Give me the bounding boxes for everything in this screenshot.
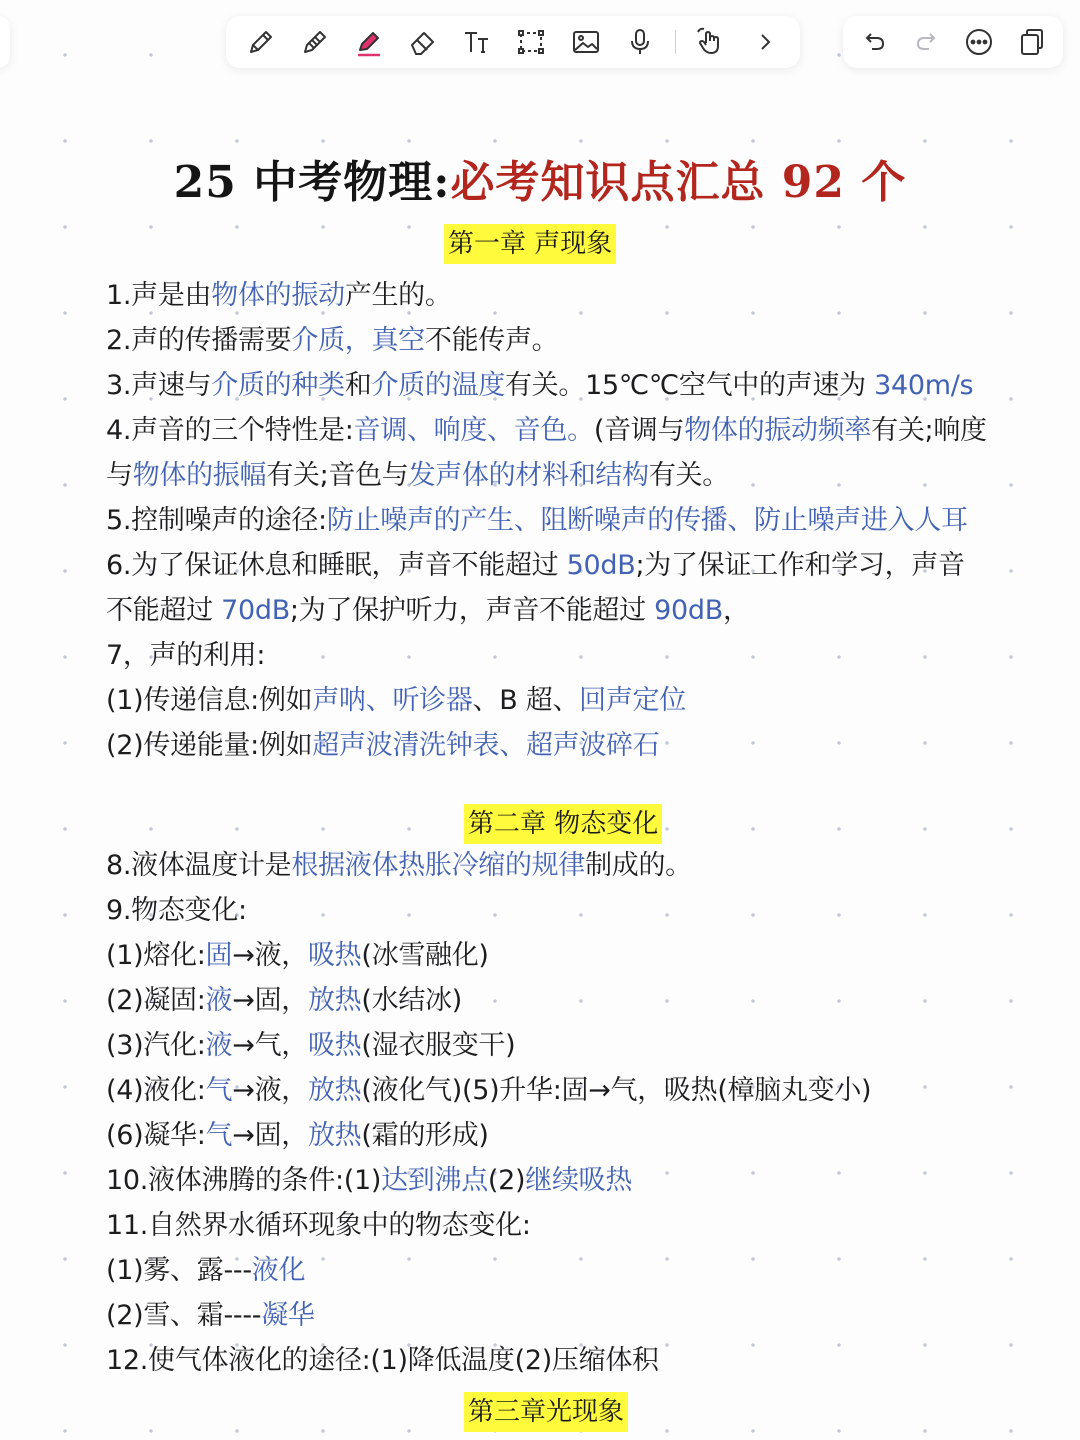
pen-icon[interactable]: [242, 23, 280, 61]
note-text: 、B 超、: [472, 685, 580, 716]
highlighted-text: 达到沸点: [381, 1165, 488, 1196]
chapter-heading-1: 第一章 声现象: [444, 224, 616, 264]
note-line: [106, 1026, 515, 1066]
note-text: ;为了保证工作和学习，声音: [635, 550, 965, 581]
note-text: 有关;音色与: [266, 460, 409, 491]
note-text: (3)汽化:: [106, 1030, 206, 1061]
note-text: ;为了保护听力，声音不能超过: [289, 595, 655, 626]
eraser-icon[interactable]: [404, 23, 442, 61]
note-text: →液，: [232, 940, 308, 971]
note-text: (2): [487, 1165, 526, 1196]
note-text: 有关。: [648, 460, 729, 491]
chapter-heading-2: 第二章 物态变化: [464, 804, 662, 844]
note-line: [106, 276, 452, 316]
note-line: [106, 1116, 489, 1156]
note-text: (2)凝固:: [106, 985, 206, 1016]
note-line: [106, 1341, 659, 1381]
chapter-heading-3: 第三章光现象: [464, 1392, 628, 1432]
highlighted-text: 吸热: [307, 940, 362, 971]
note-text: 不能传声。: [424, 325, 559, 356]
note-text: 制成的。: [585, 850, 692, 881]
note-text: (冰雪融化): [361, 940, 489, 971]
note-text: (1)雾、露---: [106, 1255, 252, 1286]
highlighted-text: 340m/s: [874, 370, 974, 401]
note-text: (湿衣服变干): [361, 1030, 516, 1061]
note-line: [106, 546, 965, 586]
pencil-icon[interactable]: [296, 23, 334, 61]
highlighted-text: 液化: [251, 1255, 306, 1286]
highlighted-text: 放热: [307, 1120, 362, 1151]
highlighted-text: 介质的种类: [211, 370, 345, 401]
note-text: 不能超过: [106, 595, 222, 626]
note-text: 和: [344, 370, 372, 401]
page-title: [0, 146, 1080, 210]
note-text: 5.控制噪声的途径:: [106, 505, 327, 536]
highlighted-text: 70dB: [221, 595, 290, 626]
note-text: (液化气)(5)升华:固→气，吸热(樟脑丸变小): [361, 1075, 872, 1106]
note-line: [106, 1296, 315, 1336]
note-line: [106, 981, 462, 1021]
highlighted-text: 介质的温度: [371, 370, 505, 401]
note-line: [106, 846, 692, 886]
highlighted-text: 凝华: [261, 1300, 315, 1331]
note-text: 有关。15℃℃空气中的声速为: [504, 370, 875, 401]
note-text: (2)传递能量:例如: [106, 730, 313, 761]
note-text: 10.液体沸腾的条件:(1): [106, 1165, 382, 1196]
note-line: [106, 681, 686, 721]
note-text: 1.声是由: [106, 280, 212, 311]
highlighted-text: 根据液体热胀冷缩的规律: [291, 850, 586, 881]
highlighted-text: 固: [205, 940, 233, 971]
note-line: [106, 1251, 305, 1291]
note-line: [106, 726, 659, 766]
note-text: 6.为了保证休息和睡眠，声音不能超过: [106, 550, 567, 581]
note-line: [106, 456, 729, 496]
hand-touch-icon[interactable]: [692, 23, 730, 61]
note-line: [106, 1161, 632, 1201]
highlighted-text: 吸热: [307, 1030, 362, 1061]
highlighted-text: 声呐、听诊器: [312, 685, 473, 716]
note-line: [106, 366, 973, 406]
title-highlight: 必考知识点汇总 92 个: [450, 157, 907, 208]
highlighted-text: 防止噪声的产生、阻断噪声的传播、防止噪声进入人耳: [326, 505, 968, 536]
chevron-right-icon[interactable]: [746, 23, 784, 61]
highlighted-text: 物体的振动频率: [684, 415, 872, 446]
note-text: →气，: [232, 1030, 308, 1061]
image-icon[interactable]: [567, 23, 605, 61]
microphone-icon[interactable]: [621, 23, 659, 61]
note-text: 9.物态变化:: [106, 895, 247, 926]
highlighted-text: 液: [205, 1030, 233, 1061]
note-line: [106, 891, 247, 931]
highlighted-text: 物体的振幅: [132, 460, 267, 491]
note-line: [106, 1206, 531, 1246]
drawing-toolbar: [226, 16, 800, 68]
note-text: →固，: [232, 985, 308, 1016]
note-text: 3.声速与: [106, 370, 212, 401]
highlighted-text: 回声定位: [579, 685, 686, 716]
note-text: 11.自然界水循环现象中的物态变化:: [106, 1210, 531, 1241]
highlighted-text: 放热: [307, 985, 362, 1016]
highlighted-text: 发声体的材料和结构: [408, 460, 649, 491]
highlighted-text: 液: [205, 985, 233, 1016]
note-text: 4.声音的三个特性是:: [106, 415, 354, 446]
note-text: (1)熔化:: [106, 940, 206, 971]
highlighted-text: 气: [205, 1120, 233, 1151]
note-text: (1)传递信息:例如: [106, 685, 313, 716]
note-text: 8.液体温度计是: [106, 850, 292, 881]
note-text: (霜的形成): [361, 1120, 489, 1151]
highlighted-text: 物体的振动: [211, 280, 345, 311]
note-line: [106, 501, 968, 541]
note-text: 2.声的传播需要: [106, 325, 292, 356]
note-line: [106, 936, 489, 976]
note-text: →固，: [232, 1120, 308, 1151]
note-text: 7，声的利用:: [106, 640, 266, 671]
note-line: [106, 1071, 871, 1111]
note-text: 与: [106, 460, 133, 491]
highlighted-text: 介质，真空: [291, 325, 425, 356]
highlighted-text: 音调、响度、音色。: [353, 415, 594, 446]
highlighted-text: 继续吸热: [525, 1165, 633, 1196]
note-line: [106, 591, 750, 631]
document-actions-toolbar: [843, 16, 1063, 68]
more-icon[interactable]: [960, 23, 998, 61]
highlighted-text: 气: [205, 1075, 233, 1106]
undo-icon[interactable]: [855, 23, 893, 61]
highlighted-text: 放热: [307, 1075, 362, 1106]
note-text: ，: [722, 595, 750, 626]
redo-icon[interactable]: [908, 23, 946, 61]
note-line: [106, 411, 987, 451]
note-text: (4)液化:: [106, 1075, 206, 1106]
lasso-select-icon[interactable]: [512, 23, 550, 61]
pages-icon[interactable]: [1013, 23, 1051, 61]
note-text: →液，: [232, 1075, 308, 1106]
note-text: 产生的。: [344, 280, 452, 311]
highlighter-icon[interactable]: [350, 23, 388, 61]
highlighted-text: 90dB: [654, 595, 723, 626]
toolbar-separator: [675, 30, 676, 54]
note-text: (2)雪、霜----: [106, 1300, 262, 1331]
note-text: (水结冰): [361, 985, 462, 1016]
left-panel-edge[interactable]: [0, 16, 10, 68]
highlighted-text: 超声波清洗钟表、超声波碎石: [312, 730, 660, 761]
title-prefix: 25 中考物理:: [173, 157, 451, 208]
note-line: [106, 321, 558, 361]
note-line: [106, 636, 265, 676]
note-text: (6)凝华:: [106, 1120, 206, 1151]
text-tool-icon[interactable]: [458, 23, 496, 61]
note-text: 有关;响度: [871, 415, 987, 446]
note-text: (音调与: [593, 415, 685, 446]
note-text: 12.使气体液化的途径:(1)降低温度(2)压缩体积: [106, 1345, 659, 1376]
highlighted-text: 50dB: [566, 550, 636, 581]
